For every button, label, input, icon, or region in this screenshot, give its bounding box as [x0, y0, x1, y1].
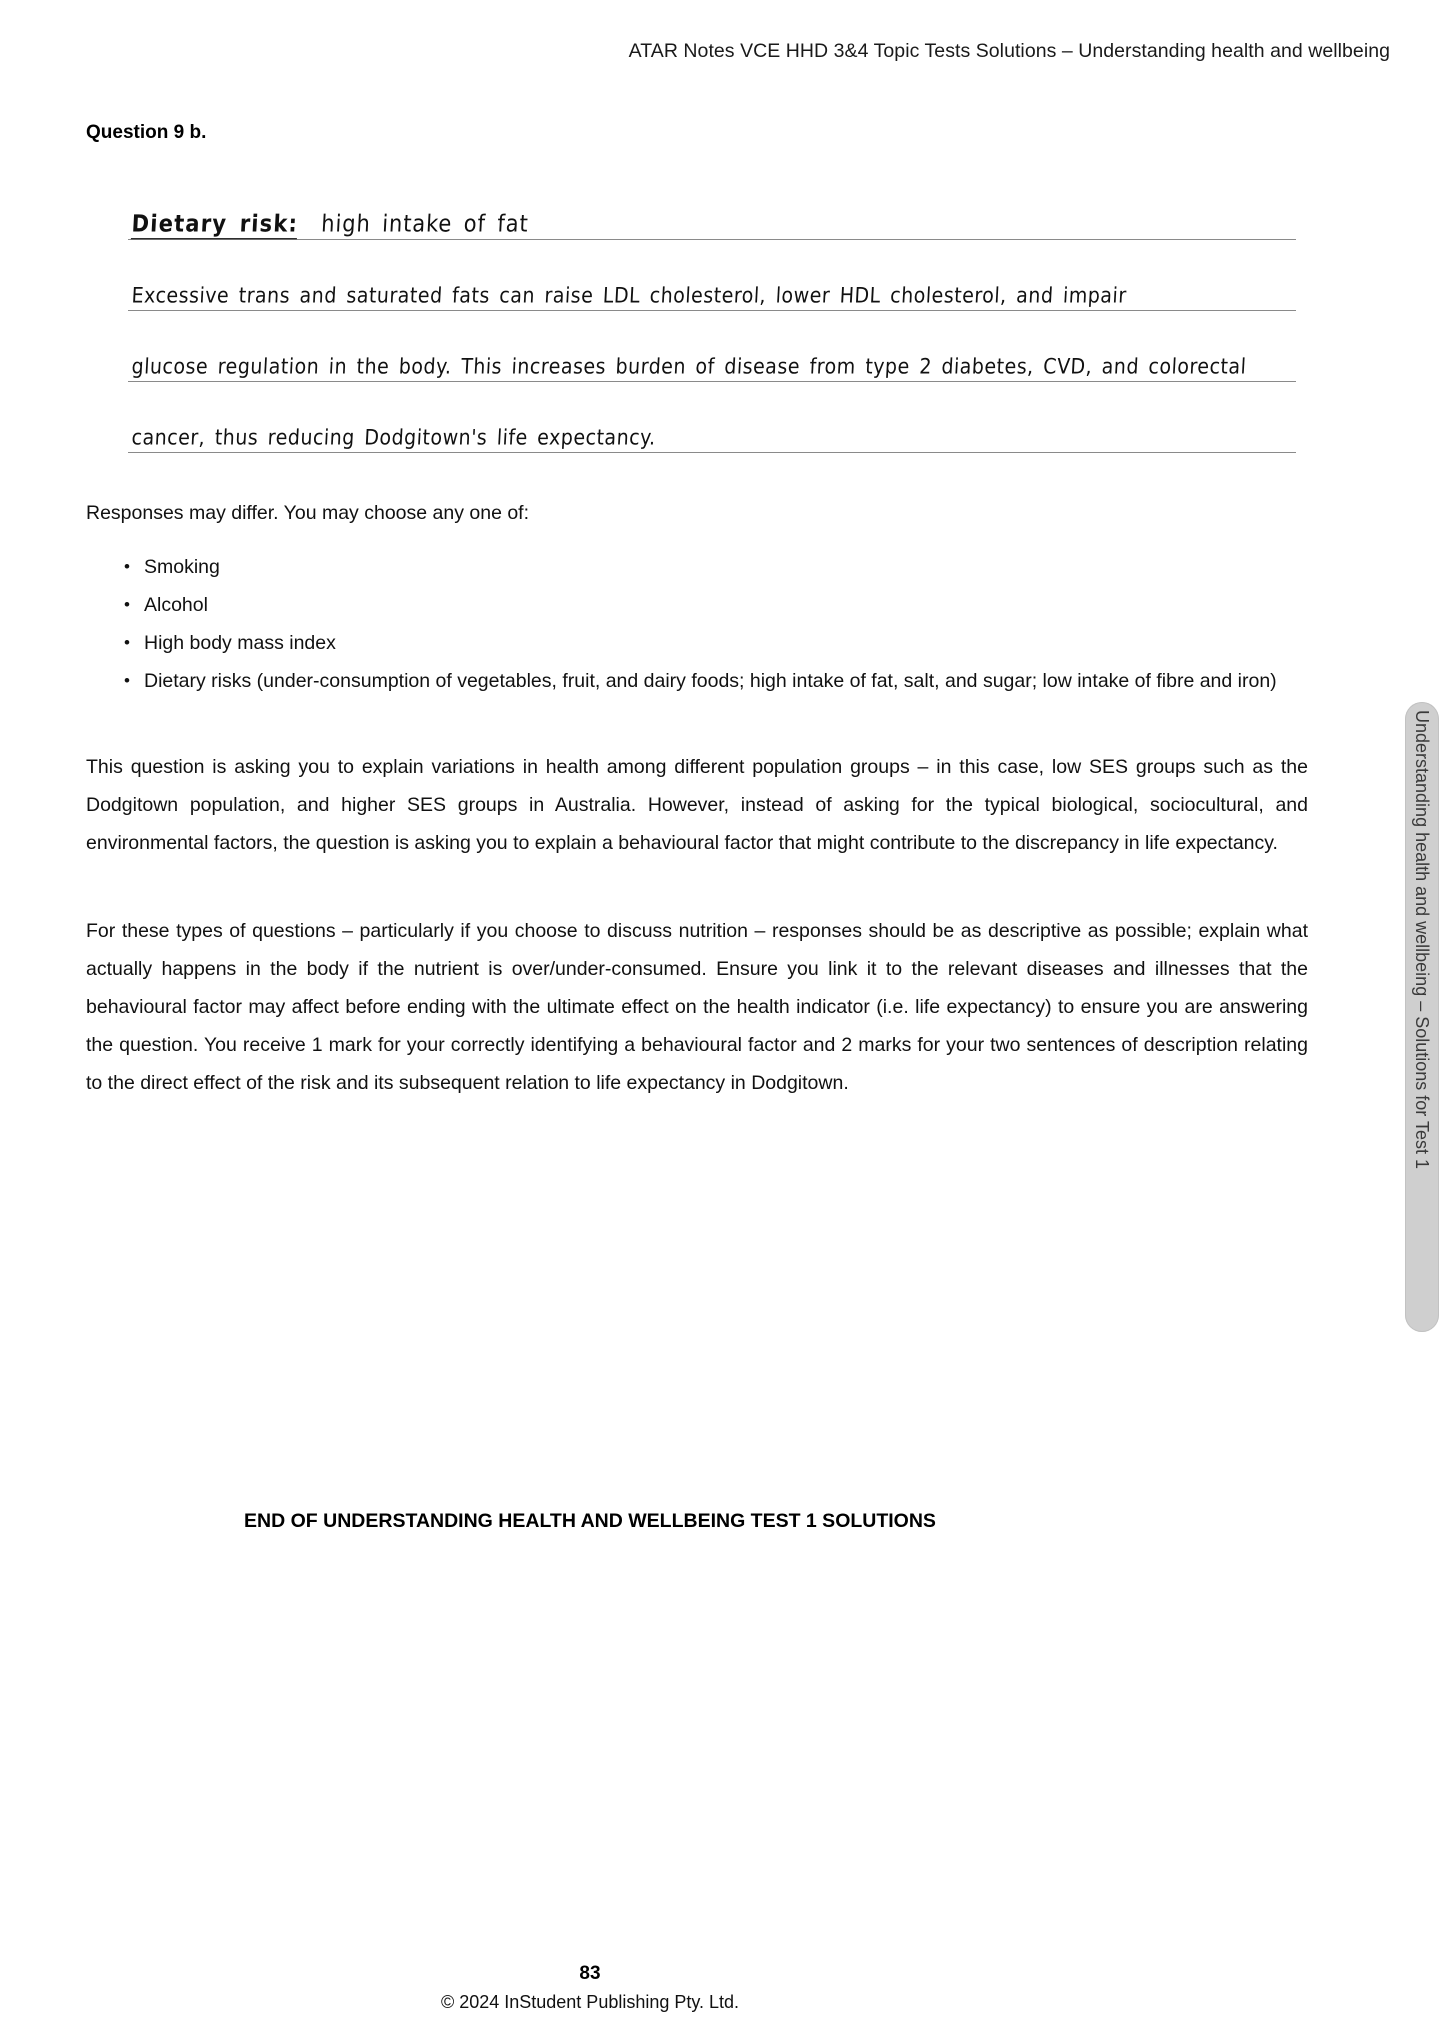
- writing-rule: [128, 381, 1296, 382]
- page-number: 83: [579, 1963, 601, 1984]
- handwritten-line: [128, 399, 1296, 470]
- handwritten-lead-in: Dietary risk:: [131, 210, 299, 239]
- writing-rule: [128, 310, 1296, 311]
- handwritten-line: [128, 186, 1296, 257]
- handwritten-text-line-2: Excessive trans and saturated fats can raise LDL cholesterol, lower HDL cholesterol, and impair: [131, 283, 1128, 308]
- list-item: • Dietary risks (under-consumption of vegetables, fruit, and dairy foods; high intake of fat, salt, and sugar; low intake of fibre and iron): [116, 662, 1306, 700]
- explanation-paragraph-2: For these types of questions – particularly if you choose to discuss nutrition – responses should be as descriptive as possible; explain what actually happens in the body if the nutrient is over/under-consumed. Ensure you link it to the relevant diseases and illnesses that the behavioural factor may affect before ending with the ultimate effect on the health indicator (i.e. life expectancy) to ensure you are answering the question. You receive 1 mark for your correctly identifying a behavioural factor and 2 marks for your two sentences of description relating to the direct effect of the risk and its subsequent relation to life expectancy in Dodgitown.: [86, 920, 1308, 1094]
- list-item: • High body mass index: [116, 624, 1306, 662]
- responses-intro: Responses may differ. You may choose any one of:: [86, 502, 530, 524]
- handwritten-line: [128, 257, 1296, 328]
- handwritten-lead-in-rest: high intake of fat: [320, 210, 530, 237]
- writing-rule: [128, 452, 1296, 453]
- section-side-tab-label: Understanding health and wellbeing – Solutions for Test 1: [1412, 710, 1432, 1169]
- question-label: Question 9 b.: [86, 122, 207, 143]
- response-options-list: [116, 548, 1306, 700]
- writing-rule: [128, 239, 1296, 240]
- list-item: • Smoking: [116, 548, 1306, 586]
- handwritten-answer-block: [128, 186, 1296, 470]
- section-side-tab: [1405, 702, 1439, 1332]
- handwritten-line: [128, 328, 1296, 399]
- handwritten-text-line-3: glucose regulation in the body. This increases burden of disease from type 2 diabetes, CVD, and colorectal: [131, 354, 1248, 379]
- end-of-test-notice: END OF UNDERSTANDING HEALTH AND WELLBEING TEST 1 SOLUTIONS: [244, 1510, 936, 1532]
- explanation-paragraph-1: This question is asking you to explain variations in health among different population groups – in this case, low SES groups such as the Dodgitown population, and higher SES groups in Australia. However, instead of asking for the typical biological, sociocultural, and environmental factors, the question is asking you to explain a behavioural factor that might contribute to the discrepancy in life expectancy.: [86, 756, 1308, 854]
- list-item: • Alcohol: [116, 586, 1306, 624]
- copyright-notice: © 2024 InStudent Publishing Pty. Ltd.: [440, 1992, 740, 2012]
- handwritten-text-line-4: cancer, thus reducing Dodgitown's life expectancy.: [131, 425, 657, 450]
- handwritten-text-line-1: [131, 210, 529, 237]
- page-header: ATAR Notes VCE HHD 3&4 Topic Tests Solutions – Understanding health and wellbeing: [628, 40, 1390, 62]
